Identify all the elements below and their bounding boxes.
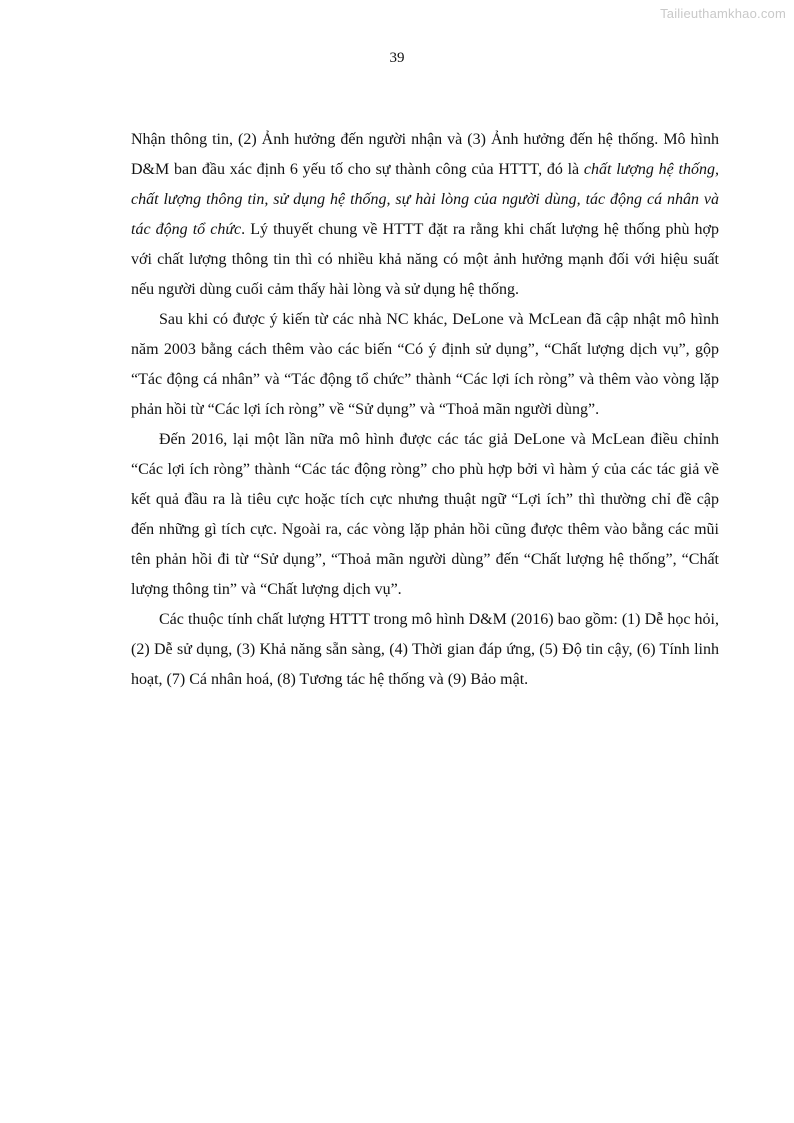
paragraph-1-part-3: . Lý thuyết chung về HTTT đặt ra rằng khi chất lượng hệ thống phù hợp với chất lượng thông tin thì có nhiều khả năng có một ảnh hưởng mạnh đối với hiệu suất nếu người dùng cuối cảm thấy hài lòng và sử dụng hệ thống.	[131, 221, 720, 298]
paragraph-1	[131, 125, 719, 305]
paragraph-2: Sau khi có được ý kiến từ các nhà NC khác, DeLone và McLean đã cập nhật mô hình năm 2003 bằng cách thêm vào các biến “Có ý định sử dụng”, “Chất lượng dịch vụ”, gộp “Tác động cá nhân” và “Tác động tổ chức” thành “Các lợi ích ròng” và thêm vào vòng lặp phản hồi từ “Các lợi ích ròng” về “Sử dụng” và “Thoả mãn người dùng”.	[131, 311, 719, 418]
paragraph-1-part-1: Nhận thông tin, (2) Ảnh hưởng đến người nhận và (3) Ảnh hưởng đến hệ thống. Mô hình D&M ban đầu xác định 6 yếu tố cho sự thành công của HTTT, đó là	[131, 131, 719, 178]
paragraph-1-italic-factors: chất lượng hệ thống, chất lượng thông tin, sử dụng hệ thống, sự hài lòng của người dùng, tác động cá nhân và tác động tổ chức	[131, 161, 719, 238]
paragraph-3: Đến 2016, lại một lần nữa mô hình được các tác giả DeLone và McLean điều chỉnh “Các lợi ích ròng” thành “Các tác động ròng” cho phù hợp bởi vì hàm ý của các tác giả về kết quả đầu ra là tiêu cực hoặc tích cực nhưng thuật ngữ “Lợi ích” thì thường chỉ đề cập đến những gì tích cực. Ngoài ra, các vòng lặp phản hồi cũng được thêm vào bằng các mũi tên phản hồi đi từ “Sử dụng”, “Thoả mãn người dùng” đến “Chất lượng hệ thống”, “Chất lượng thông tin” và “Chất lượng dịch vụ”.	[131, 431, 719, 598]
watermark-text: Tailieuthamkhao.com	[660, 6, 786, 21]
paragraph-4: Các thuộc tính chất lượng HTTT trong mô hình D&M (2016) bao gồm: (1) Dễ học hỏi, (2) Dễ sử dụng, (3) Khả năng sẵn sàng, (4) Thời gian đáp ứng, (5) Độ tin cậy, (6) Tính linh hoạt, (7) Cá nhân hoá, (8) Tương tác hệ thống và (9) Bảo mật.	[131, 611, 719, 688]
page-number: 39	[389, 50, 405, 66]
document-body	[131, 125, 719, 695]
